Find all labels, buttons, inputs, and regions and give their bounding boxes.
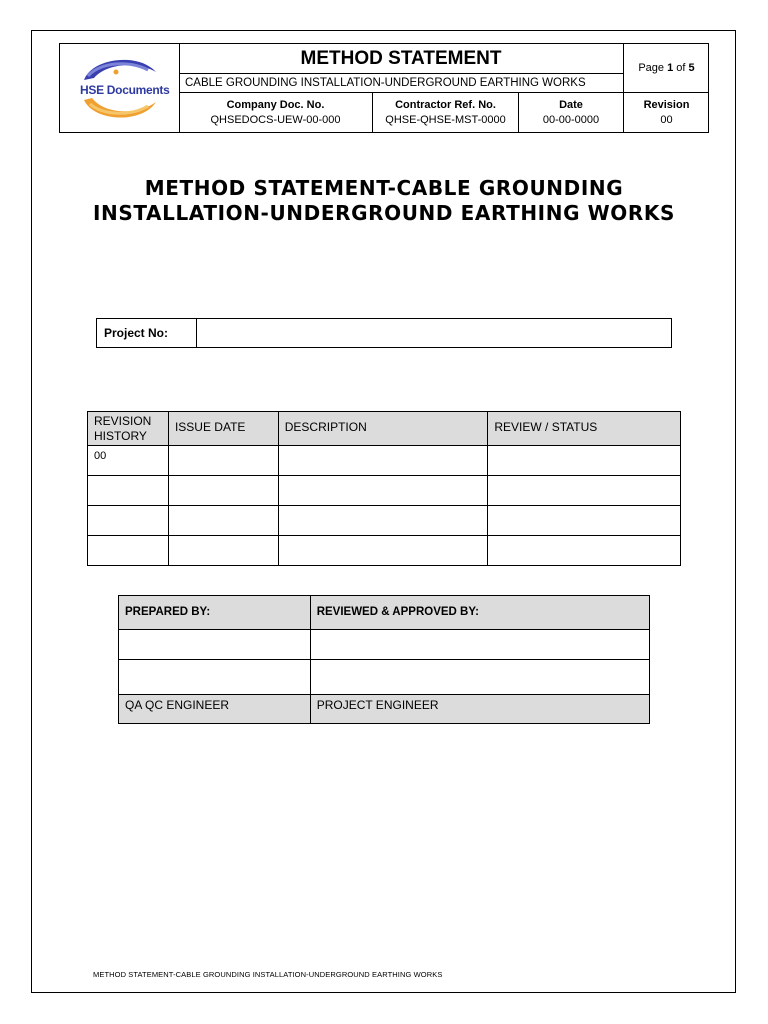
table-cell <box>278 536 488 566</box>
prepared-signature-cell <box>119 630 311 660</box>
reviewed-signature-cell <box>310 630 649 660</box>
signature-row <box>119 660 650 695</box>
table-cell <box>88 536 169 566</box>
document-header <box>59 43 709 133</box>
revision-label: Revision <box>643 99 690 111</box>
company-doc-label: Company Doc. No. <box>226 99 325 111</box>
reviewed-name-cell <box>310 660 649 695</box>
table-cell <box>88 476 169 506</box>
revision-value: 00 <box>660 114 673 126</box>
table-row <box>88 446 681 476</box>
role-row <box>119 695 650 724</box>
signoff-header-row <box>119 596 650 630</box>
table-row <box>88 506 681 536</box>
page-total: 5 <box>688 62 695 74</box>
table-cell <box>488 446 681 476</box>
company-doc-cell <box>179 93 372 132</box>
contractor-ref-label: Contractor Ref. No. <box>395 99 496 111</box>
signature-row <box>119 630 650 660</box>
table-row <box>88 536 681 566</box>
document-title: METHOD STATEMENT-CABLE GROUNDING INSTALLATION-UNDERGROUND EARTHING WORKS <box>92 176 676 225</box>
logo-text: HSE Documents <box>80 83 170 97</box>
table-row <box>88 476 681 506</box>
page-current: 1 <box>667 62 674 74</box>
table-header-row <box>88 412 681 446</box>
page-footer: METHOD STATEMENT-CABLE GROUNDING INSTALLATION-UNDERGROUND EARTHING WORKS <box>93 970 443 979</box>
project-number-box <box>96 318 672 348</box>
table-cell <box>488 536 681 566</box>
company-logo <box>78 54 170 124</box>
table-cell <box>278 476 488 506</box>
project-number-label: Project No: <box>97 319 197 347</box>
table-cell <box>488 476 681 506</box>
contractor-ref-cell <box>372 93 518 132</box>
table-cell <box>168 476 278 506</box>
signoff-table <box>118 595 650 724</box>
prepared-role: QA QC ENGINEER <box>119 695 311 724</box>
header-title: METHOD STATEMENT <box>179 44 623 74</box>
reviewed-by-label: REVIEWED & APPROVED BY: <box>310 596 649 630</box>
contractor-ref-value: QHSE-QHSE-MST-0000 <box>385 114 506 126</box>
table-cell <box>488 506 681 536</box>
table-cell <box>278 506 488 536</box>
header-description: DESCRIPTION <box>278 412 488 446</box>
page-word: Page <box>638 62 665 74</box>
table-cell <box>168 446 278 476</box>
table-cell: 00 <box>88 446 169 476</box>
date-value: 00-00-0000 <box>542 114 600 126</box>
revision-history-table <box>87 411 681 566</box>
table-cell <box>88 506 169 536</box>
table-cell <box>168 536 278 566</box>
company-doc-value: QHSEDOCS-UEW-00-000 <box>210 114 341 126</box>
table-cell <box>168 506 278 536</box>
logo-cell <box>60 44 180 132</box>
table-cell <box>278 446 488 476</box>
page-indicator <box>623 44 709 93</box>
header-subtitle: CABLE GROUNDING INSTALLATION-UNDERGROUND EARTHING WORKS <box>179 73 623 93</box>
header-review-status: REVIEW / STATUS <box>488 412 681 446</box>
prepared-by-label: PREPARED BY: <box>119 596 311 630</box>
header-issue-date: ISSUE DATE <box>168 412 278 446</box>
date-cell <box>518 93 623 132</box>
page-of: of <box>676 62 686 74</box>
project-number-field[interactable] <box>197 319 671 347</box>
revision-cell <box>623 93 709 132</box>
prepared-name-cell <box>119 660 311 695</box>
date-label: Date <box>559 99 583 111</box>
header-revision-history: REVISION HISTORY <box>88 412 169 446</box>
reviewed-role: PROJECT ENGINEER <box>310 695 649 724</box>
